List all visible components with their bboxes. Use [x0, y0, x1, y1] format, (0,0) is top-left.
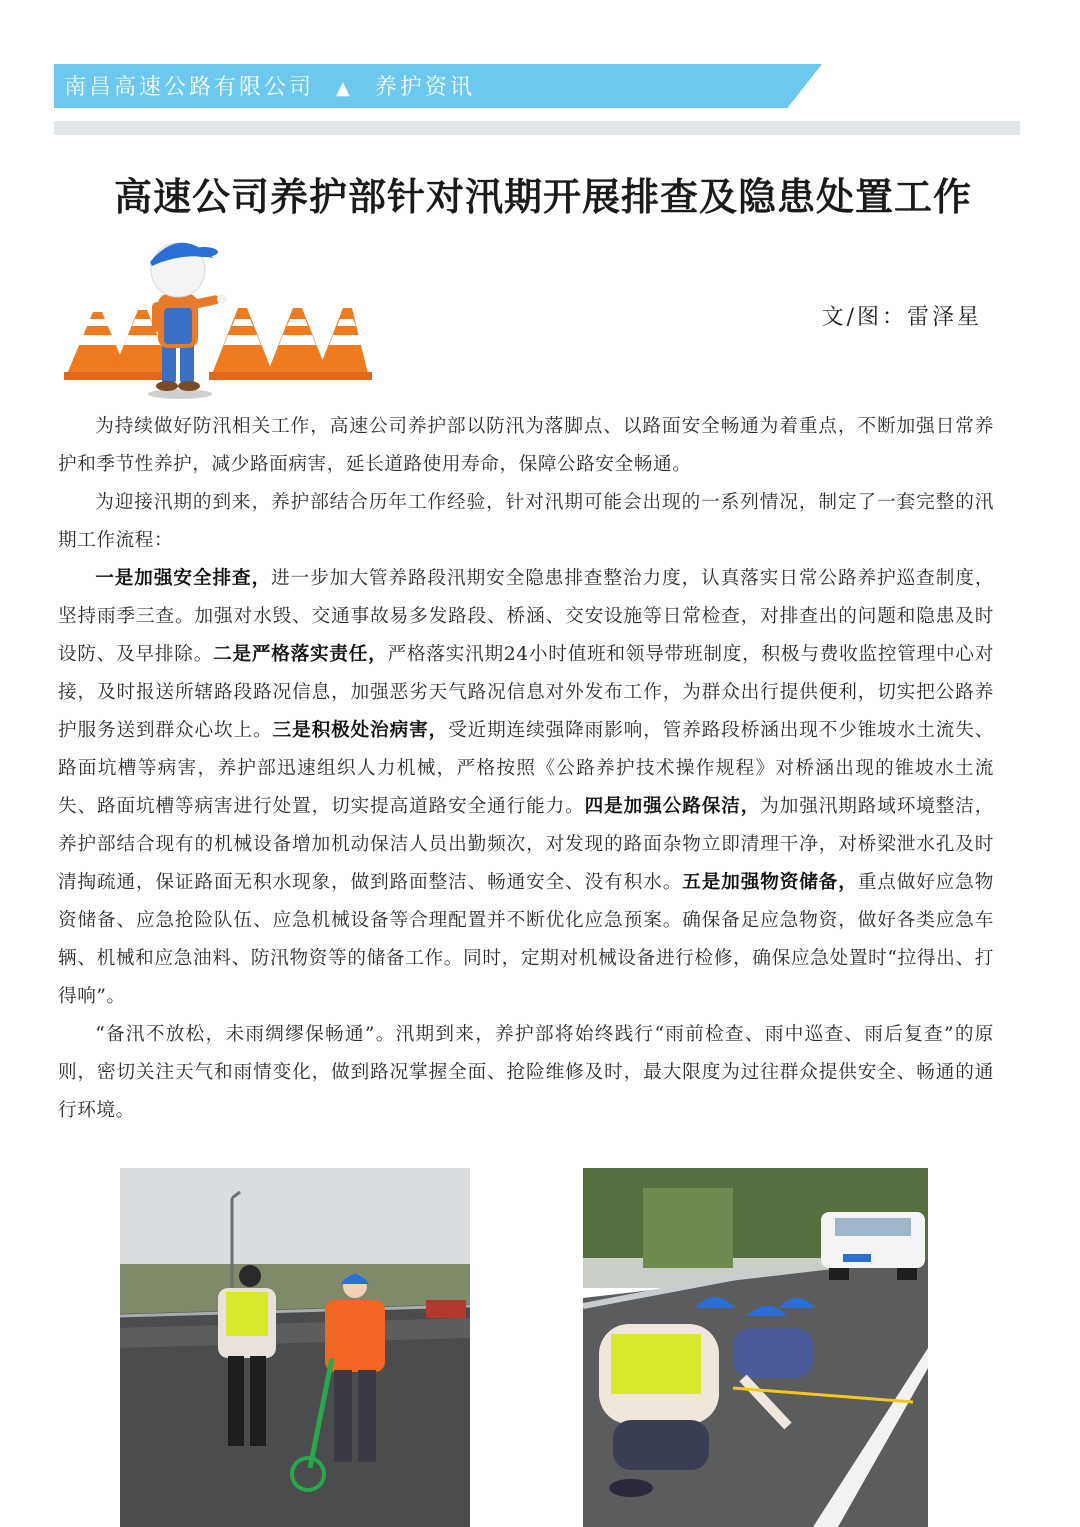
point-text: 重点做好应急物资储备、应急抢险队伍、应急机械设备等合理配置并不断优化应急预案。确保备足应急物资，做好各类应急车辆、机械和应急油料、防汛物资等的储备工作。同时，定期对机械设备进行检修，确保应急处置时“拉得出、打得响”。 — [58, 872, 994, 1007]
paragraph: “备汛不放松，未雨绸缪保畅通”。汛期到来，养护部将始终践行“雨前检查、雨中巡查、雨后复查”的原则，密切关注天气和雨情变化，做到路况掌握全面、抢险维修及时，最大限度为过往群众提供安全、畅通的通行环境。 — [58, 1024, 994, 1121]
paragraph: 为迎接汛期的到来，养护部结合历年工作经验，针对汛期可能会出现的一系列情况，制定了一套完整的汛期工作流程： — [58, 492, 994, 551]
point-text: 为加强汛期路域环境整洁，养护部结合现有的机械设备增加机动保洁人员出勤频次，对发现的路面杂物立即清理干净，对桥梁泄水孔及时清掏疏通，保证路面无积水现象，做到路面整洁、畅通安全、没有积水。 — [58, 796, 994, 893]
point-text: 进一步加大管养路段汛期安全隐患排查整治力度，认真落实日常公路养护巡查制度，坚持雨季三查。加强对水毁、交通事故易多发路段、桥涵、交安设施等日常检查，对排查出的问题和隐患及时设防、及早排除。 — [58, 568, 995, 665]
article-body — [58, 408, 994, 1130]
byline: 文/图：雷泽星 — [821, 305, 982, 330]
worker-cones-illustration — [62, 222, 372, 400]
header-company: 南昌高速公路有限公司 — [64, 75, 315, 100]
point-heading: 三是积极处治病害， — [272, 720, 449, 741]
paragraph: 为持续做好防汛相关工作，高速公司养护部以防汛为落脚点、以路面安全畅通为着重点，不断加强日常养护和季节性养护，减少路面病害，延长道路使用寿命，保障公路安全畅通。 — [58, 416, 994, 475]
paragraph — [58, 560, 994, 1016]
header-section: 养护资讯 — [374, 75, 475, 100]
header-breadcrumb — [64, 72, 475, 104]
triangle-icon: ▲ — [336, 78, 353, 99]
point-heading: 四是加强公路保洁， — [584, 796, 761, 817]
traffic-cone-icon — [314, 308, 372, 380]
point-text: 严格落实汛期24小时值班和领导带班制度，积极与费收监控管理中心对接，及时报送所辖路段路况信息，加强恶劣天气路况信息对外发布工作，为群众出行提供便利，切实把公路养护服务送到群众心坎上。 — [58, 644, 994, 741]
divider-bar — [54, 121, 1020, 135]
traffic-cone-icon — [209, 308, 276, 380]
point-heading: 一是加强安全排查， — [95, 568, 272, 589]
point-text: 受近期连续强降雨影响，管养路段桥涵出现不少锥坡水土流失、路面坑槽等病害，养护部迅速组织人力机械，严格按照《公路养护技术操作规程》对桥涵出现的锥坡水土流失、路面坑槽等病害进行处置，切实提高道路安全通行能力。 — [58, 720, 994, 817]
point-heading: 二是严格落实责任， — [213, 644, 388, 665]
photo-road-measurement — [120, 1168, 470, 1527]
point-heading: 五是加强物资储备， — [682, 872, 858, 893]
photo-road-inspection — [583, 1168, 928, 1527]
article-title: 高速公司养护部针对汛期开展排查及隐患处置工作 — [113, 175, 972, 219]
